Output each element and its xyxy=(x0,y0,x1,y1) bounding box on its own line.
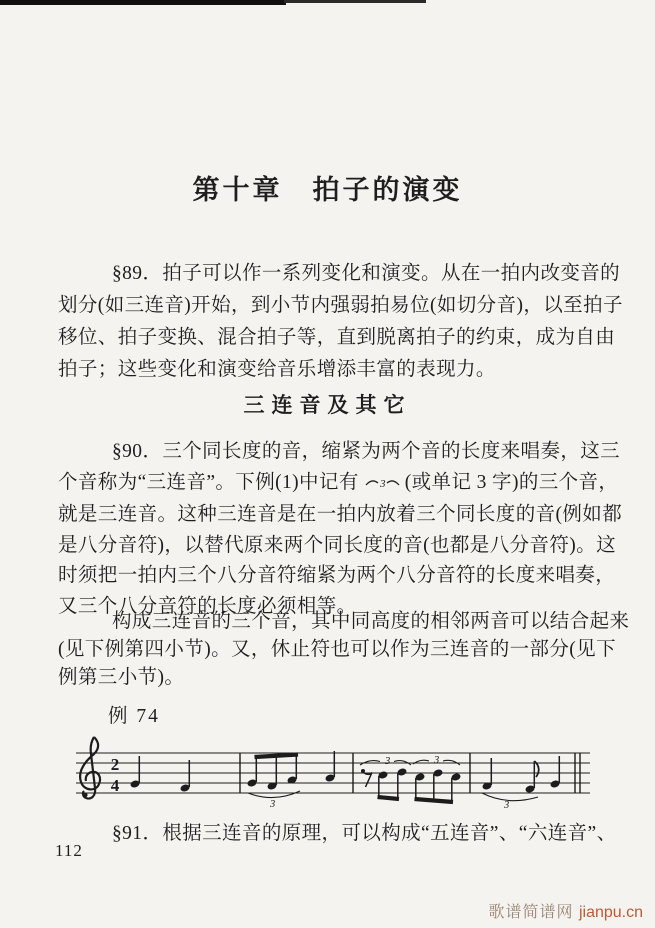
chapter-title: 第十章 拍子的演变 xyxy=(192,175,463,205)
text-line: 又三个八分音符的长度必须相等。 xyxy=(58,595,357,617)
paragraph-91 xyxy=(58,820,616,848)
music-example-figure xyxy=(68,731,603,818)
text-segment: 个音称为“三连音”。下例(1)中记有 xyxy=(58,471,359,493)
example-label: 例 74 xyxy=(108,706,160,727)
triplet-group xyxy=(482,758,539,811)
tuplet-number: 3 xyxy=(385,756,391,767)
quarter-note xyxy=(180,760,191,793)
music-staff xyxy=(68,731,603,813)
eighth-rest xyxy=(361,769,372,787)
text-segment: (或单记 3 字)的三个音， xyxy=(404,471,619,493)
text-line: (见下例第四小节)。又，休止符也可以作为三连音的一部分(见下 xyxy=(58,639,616,660)
quarter-note xyxy=(130,756,141,789)
tuplet-number: 3 xyxy=(379,477,386,490)
quarter-note xyxy=(325,751,336,783)
quarter-note xyxy=(550,756,561,789)
text-line: §89．拍子可以作一系列变化和演变。从在一拍内改变音的 xyxy=(112,263,621,284)
text-line: 例第三小节)。 xyxy=(58,667,185,688)
text-line: 移位、拍子变换、混合拍子等，直到脱离拍子的约束，成为自由 xyxy=(58,327,616,348)
text-line: §90．三个同长度的音，缩紧为两个音的长度来唱奏，这三 xyxy=(112,441,621,462)
paragraph-89 xyxy=(58,258,623,386)
staff-lines xyxy=(76,753,590,793)
triplet-bracket-icon xyxy=(364,470,400,501)
triplet-group xyxy=(413,755,461,802)
text-line: 划分(如三连音)开始，到小节内强弱拍易位(如切分音)，以至拍子 xyxy=(58,295,623,316)
text-line: 就是三连音。这种三连音是在一拍内放着三个同长度的音(例如都 xyxy=(58,504,623,525)
watermark-site-name: 歌谱简谱网 xyxy=(488,904,574,921)
tuplet-number: 3 xyxy=(434,755,440,766)
tuplet-number: 3 xyxy=(270,799,276,810)
time-signature-top: 2 xyxy=(110,755,120,774)
time-signature-bottom: 4 xyxy=(110,776,120,795)
treble-clef-icon xyxy=(80,737,100,799)
text-line: 构成三连音的三个音，其中同高度的相邻两音可以结合起来 xyxy=(112,611,630,632)
scan-edge-artifact xyxy=(0,0,286,5)
text-line: 时须把一拍内三个八分音符缩紧为两个八分音符的长度来唱奏， xyxy=(58,565,616,586)
paragraph-90-continued xyxy=(58,608,629,692)
section-heading: 三连音及其它 xyxy=(243,393,412,417)
scan-edge-artifact xyxy=(284,0,426,3)
page-number: 112 xyxy=(55,841,83,860)
text-line: 拍子；这些变化和演变给音乐增添丰富的表现力。 xyxy=(58,359,496,380)
text-line: 是八分音符)，以替代原来两个同长度的音(也都是八分音符)。这 xyxy=(58,534,616,556)
tuplet-number: 3 xyxy=(504,800,510,811)
text-line: §91．根据三连音的原理，可以构成“五连音”、“六连音”、 xyxy=(112,823,617,844)
watermark xyxy=(488,899,643,922)
text-line xyxy=(58,468,622,501)
watermark-site-url: jianpu.cn xyxy=(578,904,643,921)
paragraph-90 xyxy=(58,437,622,622)
